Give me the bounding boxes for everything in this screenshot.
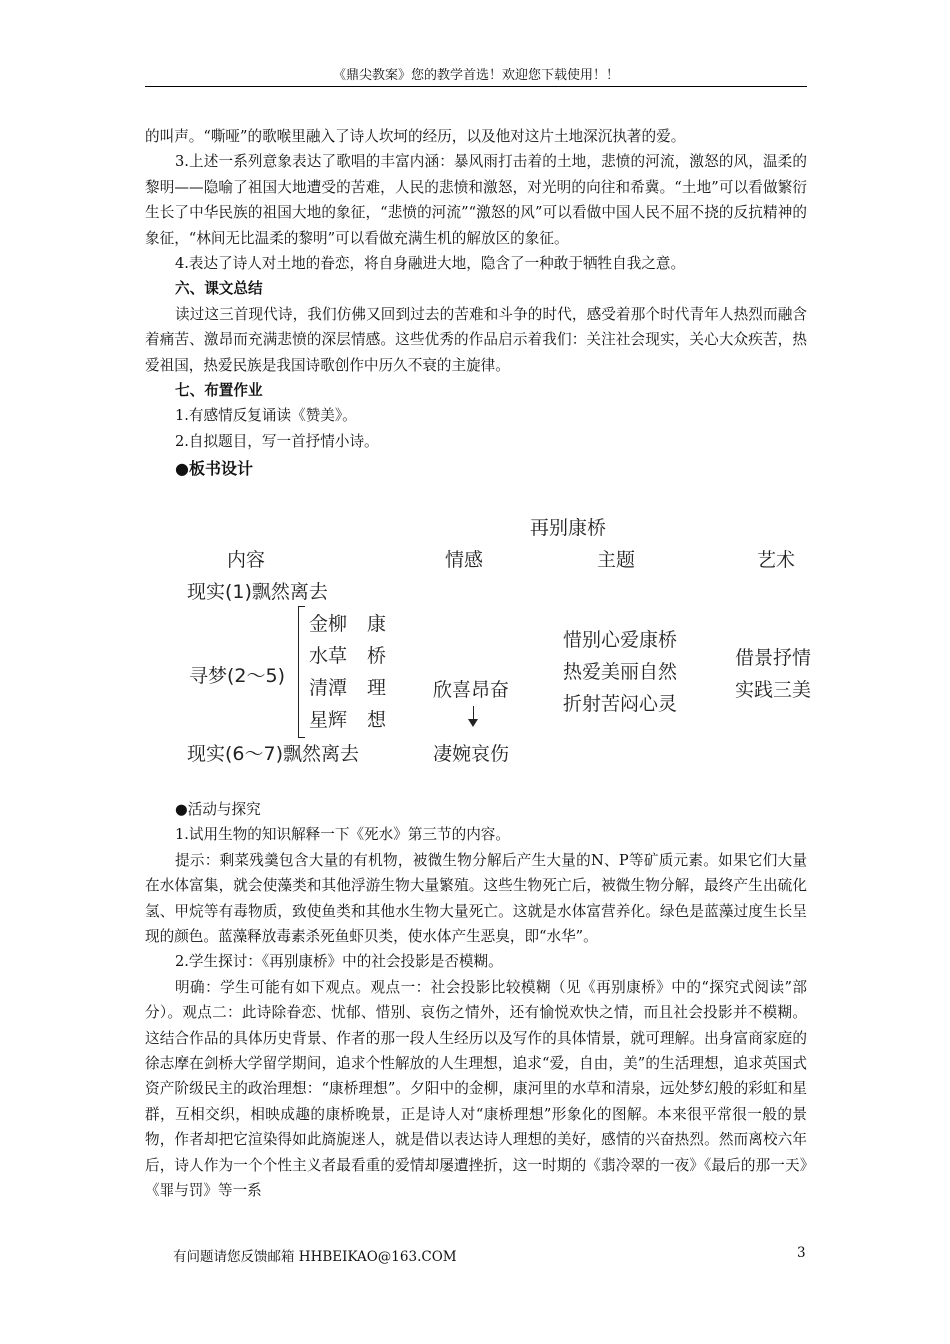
header-divider <box>145 86 807 87</box>
page-header: 《鼎尖教案》您的教学首选！欢迎您下载使用！！ <box>332 68 619 83</box>
board-image-item: 水草 <box>309 645 348 667</box>
board-emotion-sad: 凄婉哀伤 <box>433 743 510 765</box>
list-item: 1.有感情反复诵读《赞美》。 <box>175 407 357 425</box>
paragraph: 2.学生探讨：《再别康桥》中的社会投影是否模糊。 <box>175 953 503 971</box>
board-art-item: 借景抒情 <box>735 647 812 669</box>
paragraph: 4.表达了诗人对土地的眷恋，将自身融进大地，隐含了一种敢于牺牲自我之意。 <box>175 255 686 273</box>
board-col-art: 艺术 <box>757 549 796 571</box>
board-image-item: 星辉 <box>309 709 348 731</box>
board-vertical-char: 想 <box>367 709 387 731</box>
main-text-top <box>145 124 807 482</box>
arrow-down-icon <box>468 719 478 727</box>
paragraph: 读过这三首现代诗，我们仿佛又回到过去的苦难和斗争的时代，感受着那个时代青年人热烈而融含着痛苦、激昂而充满悲愤的深层情感。这些优秀的作品启示着我们：关注社会现实，关心大众疾苦，热爱祖国，热爱民族是我国诗歌创作中历久不衰的主旋律。 <box>145 305 807 374</box>
board-image-item: 金柳 <box>309 613 348 635</box>
board-title: 再别康桥 <box>530 517 607 539</box>
section-heading: ●活动与探究 <box>175 801 261 818</box>
board-theme-item: 热爱美丽自然 <box>563 661 678 683</box>
page-number: 3 <box>797 1245 806 1261</box>
list-item: 2.自拟题目，写一首抒情小诗。 <box>175 432 379 450</box>
paragraph: 提示：剩菜残羹包含大量的有机物，被微生物分解后产生大量的N、P等矿质元素。如果它们大量在水体富集，就会使藻类和其他浮游生物大量繁殖。这些生物死亡后，被微生物分解，最终产生出硫化氢、甲烷等有毒物质，致使鱼类和其他水生物大量死亡。这就是水体富营养化。绿色是蓝藻过度生长呈现的颜色。蓝藻释放毒素杀死鱼虾贝类，使水体产生恶臭，即“水华”。 <box>145 851 807 946</box>
board-image-item: 清潭 <box>309 677 348 699</box>
board-theme-item: 折射苦闷心灵 <box>563 693 678 715</box>
board-art-item: 实践三美 <box>735 679 812 701</box>
paragraph: 3.上述一系列意象表达了歌唱的丰富内涵：暴风雨打击着的土地，悲愤的河流，激怒的风，温柔的黎明——隐喻了祖国大地遭受的苦难，人民的悲愤和激怒，对光明的向往和希冀。“土地”可以看做繁衍生长了中华民族的祖国大地的象征，“悲愤的河流”“激怒的风”可以看做中国人民不屈不挠的反抗精神的象征，“林间无比温柔的黎明”可以看做充满生机的解放区的象征。 <box>145 153 807 247</box>
board-vertical-char: 理 <box>367 677 387 699</box>
board-design-heading: ●板书设计 <box>175 459 253 479</box>
board-row-reality-2: 现实(6～7)飘然离去 <box>187 743 360 765</box>
footer-feedback-email: 有问题请您反馈邮箱 HHBEIKAO@163.COM <box>173 1249 457 1265</box>
board-bracket <box>298 606 305 738</box>
board-col-emotion: 情感 <box>445 549 484 571</box>
board-vertical-char: 桥 <box>367 645 387 667</box>
blackboard-design-figure <box>145 505 845 790</box>
board-dream-label: 寻梦(2～5) <box>189 665 286 687</box>
paragraph: 明确：学生可能有如下观点。观点一：社会投影比较模糊（见《再别康桥》中的“探究式阅读”部分）。观点二：此诗除眷恋、忧郁、惜别、哀伤之情外，还有愉悦欢快之情，而且社会投影并不模糊。这结合作品的具体历史背景、作者的那一段人生经历以及写作的具体情景，就可理解。出身富商家庭的徐志摩在剑桥大学留学期间，追求个性解放的人生理想，追求“爱，自由，美”的生活理想，追求英国式资产阶级民主的政治理想：“康桥理想”。夕阳中的金柳，康河里的水草和清泉，远处梦幻般的彩虹和星群，互相交织，相映成趣的康桥晚景，正是诗人对“康桥理想”形象化的图解。本来很平常很一般的景物，作者却把它渲染得如此旖旎迷人，就是借以表达诗人理想的美好，感情的兴奋热烈。然而离校六年后，诗人作为一个个性主义者最看重的爱情却屡遭挫折，这一时期的《翡冷翠的一夜》《最后的那一天》《罪与罚》等一系 <box>145 978 807 1200</box>
section-heading: 七、布置作业 <box>175 382 263 400</box>
board-col-content: 内容 <box>227 549 266 571</box>
board-vertical-char: 康 <box>367 613 387 635</box>
section-heading: 六、课文总结 <box>175 280 263 298</box>
board-col-theme: 主题 <box>597 549 636 571</box>
paragraph: 1.试用生物的知识解释一下《死水》第三节的内容。 <box>175 826 510 844</box>
paragraph: 的叫声。“嘶哑”的歌喉里融入了诗人坎坷的经历，以及他对这片土地深沉执著的爱。 <box>145 128 686 145</box>
main-text-bottom <box>145 797 807 1204</box>
board-emotion-joy: 欣喜昂奋 <box>433 679 510 701</box>
board-row-reality-1: 现实(1)飘然离去 <box>187 581 328 603</box>
board-theme-item: 惜别心爱康桥 <box>563 629 678 651</box>
